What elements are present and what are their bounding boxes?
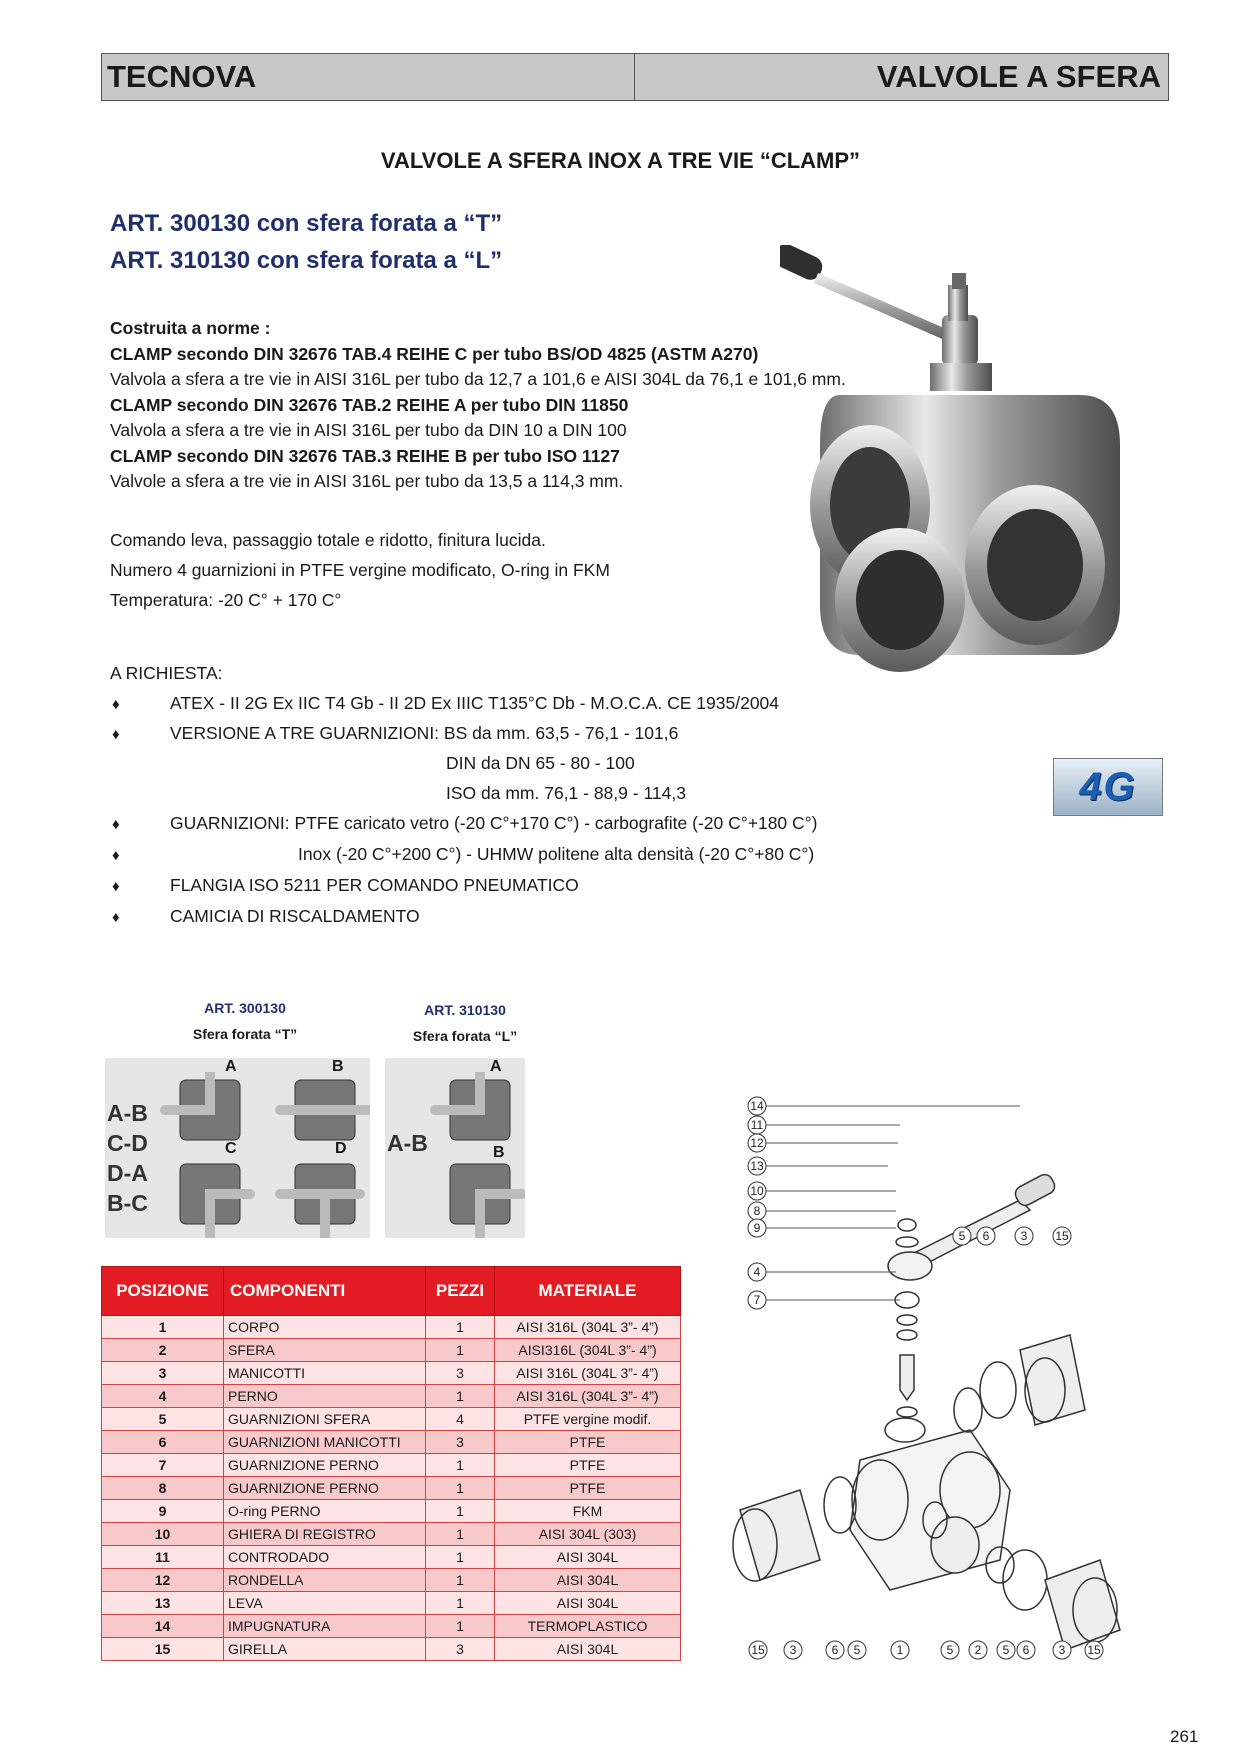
- cell-posizione: 10: [102, 1523, 224, 1546]
- valve-photo: [780, 245, 1180, 680]
- request-heading: A RICHIESTA:: [110, 663, 223, 683]
- bullet-icon: ♦: [112, 878, 120, 895]
- callout-bottom-15b: 15: [1087, 1643, 1101, 1657]
- page-number: 261: [1170, 1727, 1199, 1746]
- cell-posizione: 5: [102, 1408, 224, 1431]
- table-row: [102, 1454, 681, 1477]
- header-brand: TECNOVA: [101, 53, 635, 101]
- norm-line-5: CLAMP secondo DIN 32676 TAB.3 REIHE B per tubo ISO 1127: [110, 445, 620, 466]
- cell-materiale: PTFE vergine modif.: [495, 1408, 681, 1431]
- feature-1: Comando leva, passaggio totale e ridotto, finitura lucida.: [110, 530, 546, 550]
- table-row: [102, 1408, 681, 1431]
- cell-pezzi: 3: [426, 1362, 495, 1385]
- bullet-icon: ♦: [112, 696, 120, 713]
- callout-4: 4: [753, 1265, 761, 1279]
- t-ball-diagrams: [160, 1072, 370, 1238]
- norm-line-1: CLAMP secondo DIN 32676 TAB.4 REIHE C per tubo BS/OD 4825 (ASTM A270): [110, 343, 759, 364]
- callout-10: 10: [750, 1184, 764, 1198]
- cell-pezzi: 1: [426, 1592, 495, 1615]
- cell-pezzi: 1: [426, 1454, 495, 1477]
- cell-materiale: AISI 316L (304L 3”- 4”): [495, 1362, 681, 1385]
- callout-bottom-6b: 6: [1022, 1643, 1030, 1657]
- feature-3: Temperatura: -20 C° + 170 C°: [110, 590, 342, 610]
- diagram-l-label: Sfera forata “L”: [412, 1028, 518, 1044]
- article-t: ART. 300130 con sfera forata a “T”: [110, 210, 503, 237]
- request-item-5: FLANGIA ISO 5211 PER COMANDO PNEUMATICO: [170, 875, 579, 895]
- cell-posizione: 6: [102, 1431, 224, 1454]
- cell-pezzi: 1: [426, 1615, 495, 1638]
- callout-bottom-15a: 15: [751, 1643, 765, 1657]
- bullet-icon: ♦: [112, 726, 120, 743]
- cell-posizione: 8: [102, 1477, 224, 1500]
- cell-materiale: AISI 304L (303): [495, 1523, 681, 1546]
- cell-componente: GUARNIZIONE PERNO: [224, 1477, 426, 1500]
- table-row: [102, 1523, 681, 1546]
- request-item-2: VERSIONE A TRE GUARNIZIONI: BS da mm. 63,5 - 76,1 - 101,6: [170, 723, 679, 743]
- cell-componente: GUARNIZIONI MANICOTTI: [224, 1431, 426, 1454]
- bullet-icon: ♦: [112, 847, 120, 864]
- header-pezzi: PEZZI: [426, 1267, 495, 1316]
- bullet-icon: ♦: [112, 816, 120, 833]
- cell-materiale: AISI 316L (304L 3”- 4”): [495, 1316, 681, 1339]
- request-item-6: CAMICIA DI RISCALDAMENTO: [170, 906, 420, 926]
- position-da: D-A: [107, 1160, 148, 1186]
- components-table: [101, 1266, 681, 1661]
- port-letter-l-a: A: [490, 1058, 502, 1075]
- table-row: [102, 1316, 681, 1339]
- article-l: ART. 310130 con sfera forata a “L”: [110, 247, 503, 274]
- table-row: [102, 1592, 681, 1615]
- 4g-badge-label: 4G: [1079, 765, 1137, 809]
- cell-pezzi: 3: [426, 1638, 495, 1661]
- request-item-2-din: DIN da DN 65 - 80 - 100: [446, 753, 635, 773]
- request-item-3: GUARNIZIONI: PTFE caricato vetro (-20 C°+170 C°) - carbografite (-20 C°+180 C°): [170, 813, 818, 833]
- diagram-l-art: ART. 310130: [424, 1002, 506, 1018]
- callout-bottom-3a: 3: [789, 1643, 797, 1657]
- callout-7: 7: [753, 1293, 761, 1307]
- request-item-2-iso: ISO da mm. 76,1 - 88,9 - 114,3: [446, 783, 686, 803]
- request-item-1: ATEX - II 2G Ex IIC T4 Gb - II 2D Ex IIIC T135°C Db - M.O.C.A. CE 1935/2004: [170, 693, 780, 713]
- cell-posizione: 12: [102, 1569, 224, 1592]
- position-cd: C-D: [107, 1130, 148, 1156]
- table-row: [102, 1477, 681, 1500]
- cell-posizione: 11: [102, 1546, 224, 1569]
- cell-pezzi: 1: [426, 1569, 495, 1592]
- 4g-badge: [1053, 758, 1163, 816]
- callout-9: 9: [753, 1221, 761, 1235]
- callout-14: 14: [750, 1099, 764, 1113]
- cell-posizione: 2: [102, 1339, 224, 1362]
- callout-top-15: 15: [1055, 1229, 1069, 1243]
- feature-2: Numero 4 guarnizioni in PTFE vergine modificato, O-ring in FKM: [110, 560, 610, 580]
- cell-componente: GHIERA DI REGISTRO: [224, 1523, 426, 1546]
- callout-12: 12: [750, 1136, 764, 1150]
- position-l-ab: A-B: [387, 1130, 428, 1156]
- norms-block: [110, 316, 846, 495]
- cell-materiale: FKM: [495, 1500, 681, 1523]
- cell-materiale: AISI 316L (304L 3”- 4”): [495, 1385, 681, 1408]
- callout-bottom-5c: 5: [1002, 1643, 1010, 1657]
- position-ab: A-B: [107, 1100, 148, 1126]
- callout-bottom-5a: 5: [853, 1643, 861, 1657]
- position-bc: B-C: [107, 1190, 148, 1216]
- cell-pezzi: 1: [426, 1523, 495, 1546]
- cell-pezzi: 1: [426, 1316, 495, 1339]
- port-letter-b: B: [332, 1058, 344, 1075]
- callout-bottom-2: 2: [974, 1643, 982, 1657]
- table-row: [102, 1362, 681, 1385]
- cell-pezzi: 1: [426, 1546, 495, 1569]
- cell-componente: GUARNIZIONI SFERA: [224, 1408, 426, 1431]
- callout-8: 8: [753, 1204, 761, 1218]
- cell-materiale: AISI 304L: [495, 1569, 681, 1592]
- callout-bottom-6a: 6: [831, 1643, 839, 1657]
- table-row: [102, 1431, 681, 1454]
- cell-posizione: 9: [102, 1500, 224, 1523]
- norm-line-2: Valvola a sfera a tre vie in AISI 316L per tubo da 12,7 a 101,6 e AISI 304L da 76,1 e 101,6 mm.: [110, 369, 846, 389]
- table-body: [102, 1316, 681, 1661]
- header-componenti: COMPONENTI: [224, 1267, 426, 1316]
- exploded-drawing: [700, 1090, 1170, 1665]
- callout-top-6: 6: [982, 1229, 990, 1243]
- table-row: [102, 1500, 681, 1523]
- cell-materiale: AISI 304L: [495, 1546, 681, 1569]
- cell-componente: SFERA: [224, 1339, 426, 1362]
- cell-componente: GUARNIZIONE PERNO: [224, 1454, 426, 1477]
- diagram-t-art: ART. 300130: [204, 1000, 286, 1016]
- table-header-row: [102, 1267, 681, 1316]
- table-row: [102, 1385, 681, 1408]
- table-row: [102, 1615, 681, 1638]
- callout-bottom-3b: 3: [1058, 1643, 1066, 1657]
- diagram-t-area: [105, 1058, 370, 1238]
- cell-componente: MANICOTTI: [224, 1362, 426, 1385]
- cell-posizione: 3: [102, 1362, 224, 1385]
- callout-top-5: 5: [958, 1229, 966, 1243]
- table-row: [102, 1339, 681, 1362]
- cell-posizione: 7: [102, 1454, 224, 1477]
- cell-materiale: PTFE: [495, 1431, 681, 1454]
- diagram-t-label: Sfera forata “T”: [192, 1026, 298, 1042]
- callout-bottom-5b: 5: [946, 1643, 954, 1657]
- request-item-4: Inox (-20 C°+200 C°) - UHMW politene alta densità (-20 C°+80 C°): [298, 844, 815, 864]
- cell-materiale: AISI 304L: [495, 1592, 681, 1615]
- cell-posizione: 15: [102, 1638, 224, 1661]
- l-ball-diagrams: [430, 1072, 525, 1238]
- bullet-icon: ♦: [112, 909, 120, 926]
- norm-line-6: Valvole a sfera a tre vie in AISI 316L per tubo da 13,5 a 114,3 mm.: [110, 471, 624, 491]
- header-materiale: MATERIALE: [495, 1267, 681, 1316]
- port-letter-l-b: B: [493, 1144, 505, 1161]
- cell-pezzi: 3: [426, 1431, 495, 1454]
- cell-posizione: 4: [102, 1385, 224, 1408]
- callout-top-3: 3: [1020, 1229, 1028, 1243]
- callout-bottom-1: 1: [896, 1643, 904, 1657]
- callout-11: 11: [750, 1118, 764, 1132]
- cell-componente: PERNO: [224, 1385, 426, 1408]
- cell-posizione: 14: [102, 1615, 224, 1638]
- norm-line-4: Valvola a sfera a tre vie in AISI 316L per tubo da DIN 10 a DIN 100: [110, 420, 627, 440]
- cell-posizione: 1: [102, 1316, 224, 1339]
- cell-materiale: AISI316L (304L 3”- 4”): [495, 1339, 681, 1362]
- diagram-l-area: [385, 1058, 525, 1238]
- table-row: [102, 1569, 681, 1592]
- cell-pezzi: 1: [426, 1339, 495, 1362]
- cell-componente: CORPO: [224, 1316, 426, 1339]
- table-row: [102, 1546, 681, 1569]
- cell-materiale: TERMOPLASTICO: [495, 1615, 681, 1638]
- cell-materiale: PTFE: [495, 1477, 681, 1500]
- cell-componente: LEVA: [224, 1592, 426, 1615]
- cell-pezzi: 1: [426, 1500, 495, 1523]
- header-posizione: POSIZIONE: [102, 1267, 224, 1316]
- callout-13: 13: [750, 1159, 764, 1173]
- table-row: [102, 1638, 681, 1661]
- norms-heading: Costruita a norme :: [110, 318, 271, 338]
- cell-componente: IMPUGNATURA: [224, 1615, 426, 1638]
- cell-materiale: AISI 304L: [495, 1638, 681, 1661]
- cell-materiale: PTFE: [495, 1454, 681, 1477]
- page-title: VALVOLE A SFERA INOX A TRE VIE “CLAMP”: [380, 148, 861, 173]
- cell-posizione: 13: [102, 1592, 224, 1615]
- cell-componente: RONDELLA: [224, 1569, 426, 1592]
- header-section: VALVOLE A SFERA: [876, 59, 1161, 94]
- cell-componente: GIRELLA: [224, 1638, 426, 1661]
- cell-pezzi: 1: [426, 1385, 495, 1408]
- port-letter-d: D: [335, 1140, 347, 1157]
- cell-pezzi: 4: [426, 1408, 495, 1431]
- cell-componente: CONTRODADO: [224, 1546, 426, 1569]
- port-letter-c: C: [225, 1140, 237, 1157]
- norm-line-3: CLAMP secondo DIN 32676 TAB.2 REIHE A per tubo DIN 11850: [110, 394, 629, 415]
- cell-pezzi: 1: [426, 1477, 495, 1500]
- cell-componente: O-ring PERNO: [224, 1500, 426, 1523]
- port-letter-a: A: [225, 1058, 237, 1075]
